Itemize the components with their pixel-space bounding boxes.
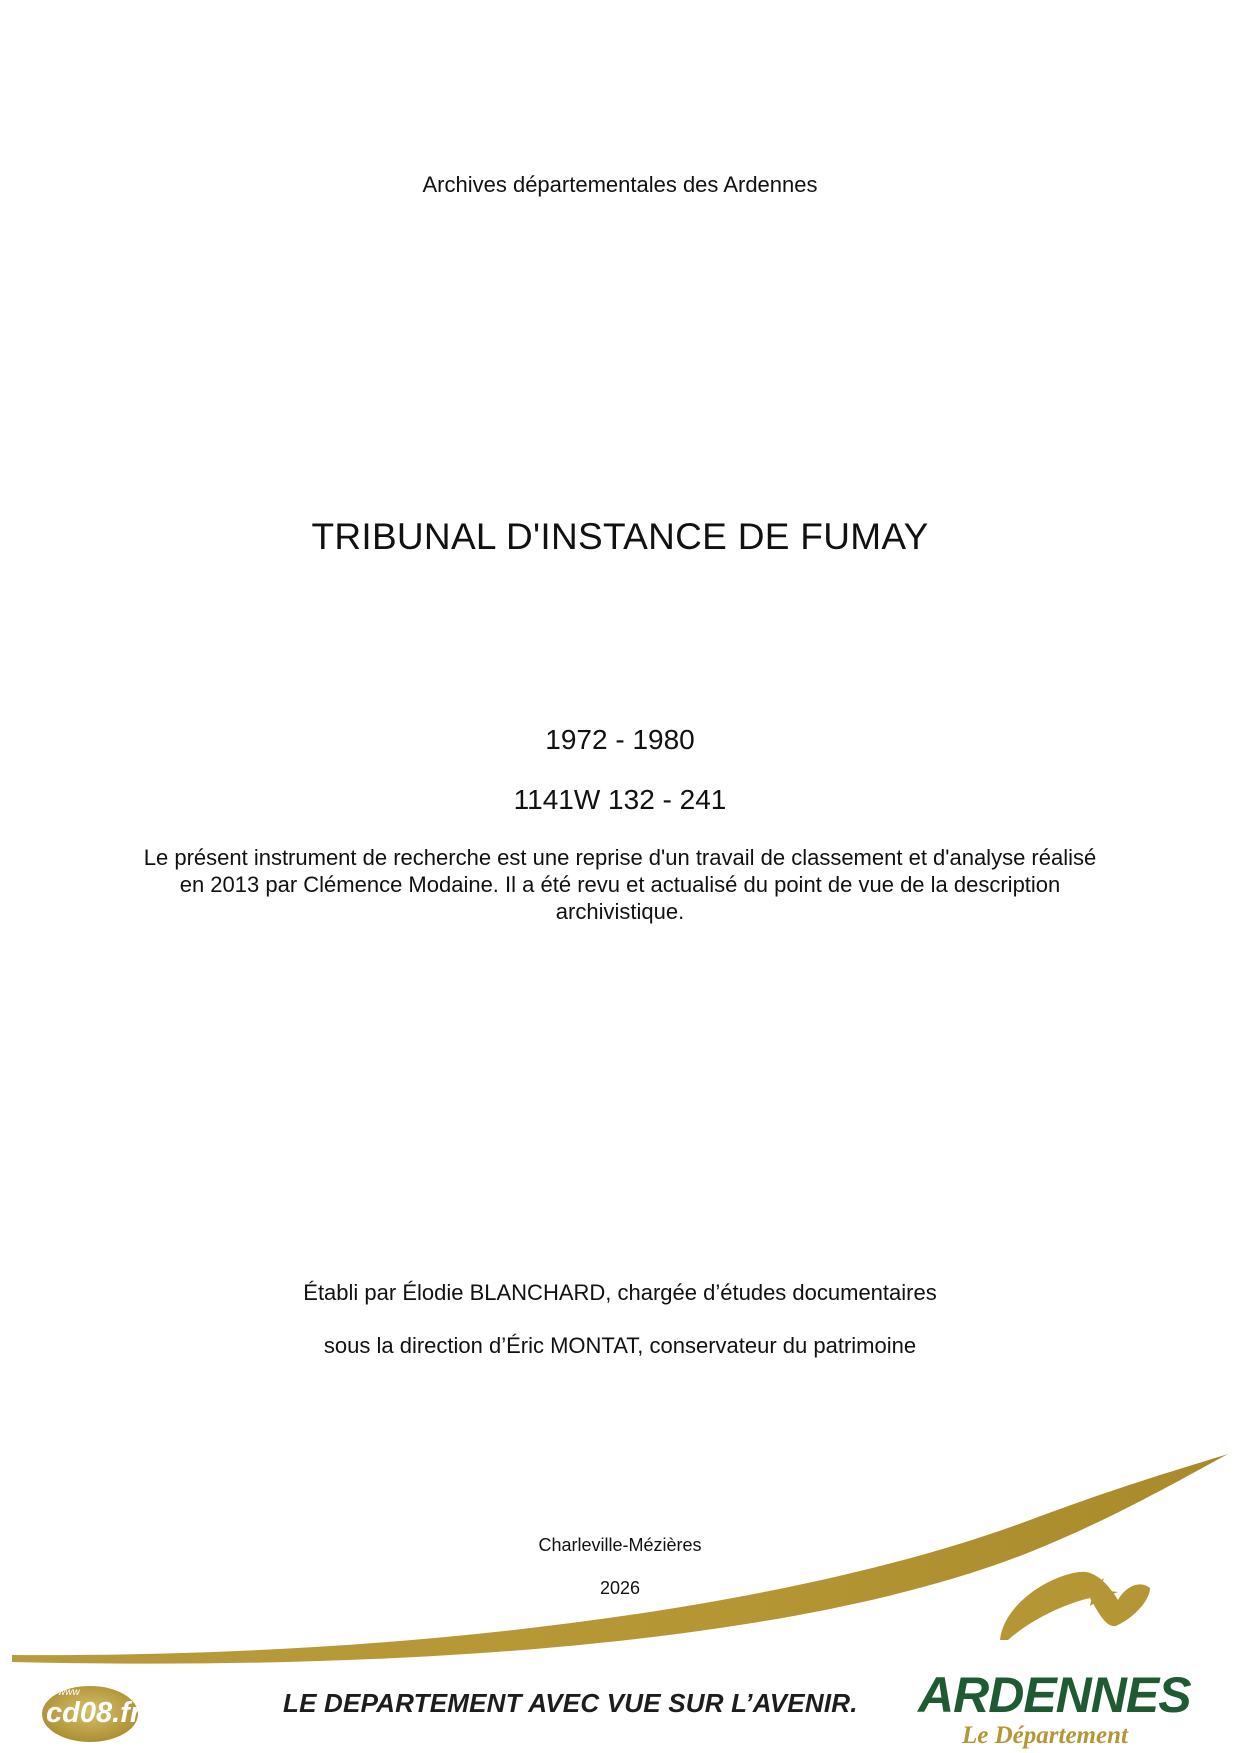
cd08-logo-text: cd08.fr [46, 1697, 142, 1729]
gold-swoosh [12, 1454, 1228, 1664]
direction-credit: sous la direction d’Éric MONTAT, conservateur du patrimoine [323, 1333, 917, 1358]
fonds-dates: 1972 - 1980 [545, 724, 695, 755]
fonds-title: TRIBUNAL D'INSTANCE DE FUMAY [311, 516, 929, 557]
imprint-place: Charleville-Mézières [538, 1535, 702, 1555]
ardennes-logo-subtitle: Le Département [962, 1722, 1128, 1749]
fonds-reference: 1141W 132 - 241 [513, 784, 727, 815]
cd08-logo-prefix: www [58, 1687, 80, 1698]
institution-name: Archives départementales des Ardennes [422, 172, 818, 197]
ardennes-emblem-crown [1000, 1572, 1150, 1640]
ardennes-logo-title: ARDENNES [918, 1667, 1191, 1723]
author-credit: Établi par Élodie BLANCHARD, chargée d’études documentaires [303, 1280, 937, 1305]
imprint-year: 2026 [599, 1578, 641, 1598]
footer-slogan: LE DEPARTEMENT AVEC VUE SUR L’AVENIR. [283, 1688, 858, 1718]
fonds-description: Le présent instrument de recherche est une reprise d'un travail de classement et d'analyse réalisé en 2013 par Clémence Modaine. Il a été revu et actualisé du point de vue de la description archivistique. [143, 845, 1097, 924]
